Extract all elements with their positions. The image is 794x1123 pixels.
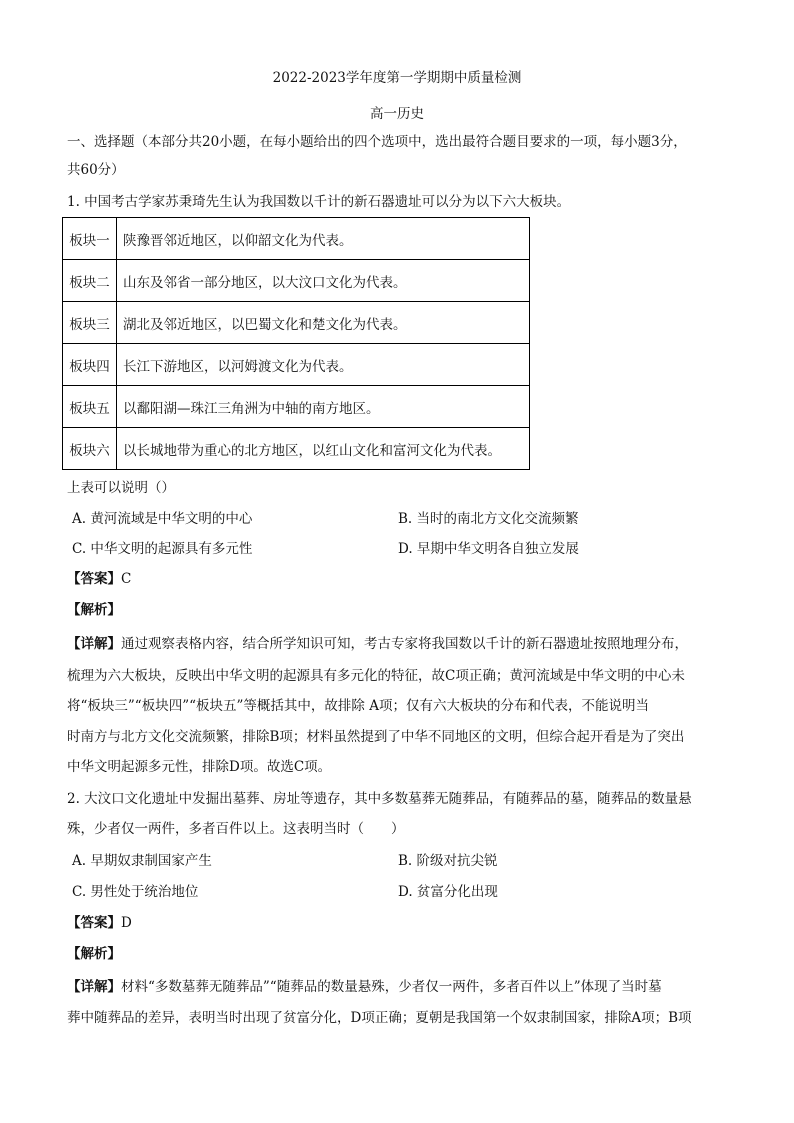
page-title: 2022-2023学年度第一学期期中质量检测 bbox=[272, 70, 522, 86]
table-cell: 山东及邻省一部分地区，以大汶口文化为代表。 bbox=[117, 260, 530, 302]
detail-text: 材料“多数墓葬无随葬品”“随葬品的数量悬殊，少者仅一两件，多者百件以上”体现了当时墓 bbox=[121, 979, 662, 995]
detail-tag: 【详解】 bbox=[67, 979, 121, 995]
question-2-stem-cont: 殊，少者仅一两件，多者百件以上。这表明当时（ ） bbox=[67, 821, 405, 837]
answer-tag: 【答案】 bbox=[67, 571, 121, 587]
table-cell: 长江下游地区，以河姆渡文化为代表。 bbox=[117, 344, 530, 386]
table-row bbox=[63, 218, 530, 260]
regions-table bbox=[62, 217, 530, 470]
answer-line bbox=[67, 913, 732, 933]
table-row bbox=[63, 302, 530, 344]
option-b: B. 当时的南北方文化交流频繁 bbox=[398, 511, 579, 527]
table-cell: 板块一 bbox=[63, 218, 117, 260]
question-1-stem: 1. 中国考古学家苏秉琦先生认为我国数以千计的新石器遗址可以分为以下六大板块。 bbox=[67, 194, 571, 210]
table-cell: 板块三 bbox=[63, 302, 117, 344]
table-row bbox=[63, 260, 530, 302]
table-cell: 陕豫晋邻近地区，以仰韶文化为代表。 bbox=[117, 218, 530, 260]
option-a: A. 黄河流域是中华文明的中心 bbox=[72, 511, 253, 527]
table-cell: 板块四 bbox=[63, 344, 117, 386]
table-cell: 板块五 bbox=[63, 386, 117, 428]
analysis-tag bbox=[67, 600, 732, 620]
table-cell: 板块二 bbox=[63, 260, 117, 302]
answer-line bbox=[67, 569, 732, 589]
analysis-label: 【解析】 bbox=[67, 946, 121, 962]
table-cell: 板块六 bbox=[63, 428, 117, 470]
detail-line bbox=[67, 634, 732, 654]
table-cell: 以长城地带为重心的北方地区，以红山文化和富河文化为代表。 bbox=[117, 428, 530, 470]
detail-line bbox=[67, 977, 732, 997]
option-c: C. 中华文明的起源具有多元性 bbox=[72, 541, 253, 557]
question-1-prompt: 上表可以说明（） bbox=[67, 480, 175, 496]
table-row bbox=[63, 428, 530, 470]
detail-tag: 【详解】 bbox=[67, 636, 121, 652]
table-row bbox=[63, 386, 530, 428]
table-cell: 湖北及邻近地区，以巴蜀文化和楚文化为代表。 bbox=[117, 302, 530, 344]
answer-value: C bbox=[121, 571, 132, 587]
detail-line: 梳理为六大板块，反映出中华文明的起源具有多元化的特征，故C项正确；黄河流域是中华文明的中心未 bbox=[67, 668, 685, 684]
option-d: D. 早期中华文明各自独立发展 bbox=[398, 541, 579, 557]
option-c: C. 男性处于统治地位 bbox=[72, 884, 199, 900]
analysis-label: 【解析】 bbox=[67, 602, 121, 618]
question-2-stem: 2. 大汶口文化遗址中发掘出墓葬、房址等遗存，其中多数墓葬无随葬品，有随葬品的墓，随葬品的数量悬 bbox=[67, 791, 692, 807]
page-subtitle: 高一历史 bbox=[370, 106, 424, 122]
detail-line: 时南方与北方文化交流频繁，排除B项；材料虽然提到了中华不同地区的文明，但综合起开看是为了突出 bbox=[67, 729, 685, 745]
option-d: D. 贫富分化出现 bbox=[398, 884, 498, 900]
section-heading: 一、选择题（本部分共20小题，在每小题给出的四个选项中，选出最符合题目要求的一项，每小题3分， bbox=[67, 134, 687, 150]
detail-line: 葬中随葬品的差异，表明当时出现了贫富分化，D项正确；夏朝是我国第一个奴隶制国家，排除A项；B项 bbox=[67, 1010, 692, 1026]
section-heading-cont: 共60分） bbox=[67, 162, 125, 178]
option-b: B. 阶级对抗尖锐 bbox=[398, 853, 498, 869]
detail-text: 通过观察表格内容，结合所学知识可知，考古专家将我国数以千计的新石器遗址按照地理分布， bbox=[121, 636, 688, 652]
table-row bbox=[63, 344, 530, 386]
option-a: A. 早期奴隶制国家产生 bbox=[72, 853, 212, 869]
answer-value: D bbox=[121, 915, 132, 931]
answer-tag: 【答案】 bbox=[67, 915, 121, 931]
table-cell: 以鄱阳湖—珠江三角洲为中轴的南方地区。 bbox=[117, 386, 530, 428]
detail-line: 将“板块三”“板块四”“板块五”等概括其中，故排除 A项；仅有六大板块的分布和代表，不能说明当 bbox=[67, 698, 649, 714]
analysis-tag bbox=[67, 944, 732, 964]
detail-line: 中华文明起源多元性，排除D项。故选C项。 bbox=[67, 759, 332, 775]
